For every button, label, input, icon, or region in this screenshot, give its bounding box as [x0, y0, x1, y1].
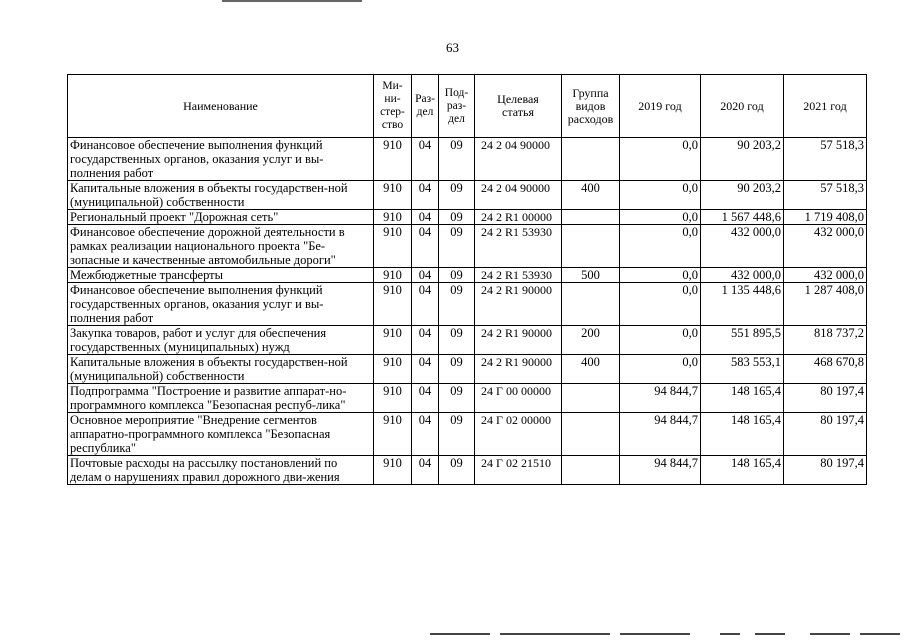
cell-target-item: 24 Г 02 00000: [475, 413, 562, 456]
table-row: [68, 413, 867, 456]
cell-subsection: 09: [439, 181, 475, 210]
cell-target-item: 24 2 R1 53930: [475, 225, 562, 268]
cell-target-item: 24 2 R1 90000: [475, 283, 562, 326]
col-header-subsection-line: раз-: [446, 99, 467, 112]
cell-expense-group: [562, 384, 620, 413]
cell-name: Основное мероприятие "Внедрение сегментов аппаратно-программного комплекса "Безопасная республика": [68, 413, 374, 456]
cell-2020: 432 000,0: [701, 225, 784, 268]
col-header-expense-group-line: расходов: [567, 111, 614, 126]
cell-target-item: 24 2 R1 53930: [475, 268, 562, 283]
table-row: [68, 384, 867, 413]
cell-target-item: 24 Г 02 21510: [475, 456, 562, 485]
cell-expense-group: 400: [562, 355, 620, 384]
col-header-ministry-line: стер-: [380, 106, 405, 118]
cell-section: 04: [412, 225, 439, 268]
cell-section: 04: [412, 210, 439, 225]
cell-2020: 1 135 448,6: [701, 283, 784, 326]
cell-2021: 80 197,4: [784, 456, 867, 485]
cell-subsection: 09: [439, 384, 475, 413]
cell-2020: 90 203,2: [701, 138, 784, 181]
cell-section: 04: [412, 181, 439, 210]
cell-subsection: 09: [439, 326, 475, 355]
cell-2019: 94 844,7: [620, 456, 701, 485]
col-header-ministry-line: ни-: [384, 93, 401, 105]
table-row: [68, 210, 867, 225]
cell-expense-group: 200: [562, 326, 620, 355]
col-header-target-item-line: статья: [502, 105, 534, 119]
cell-subsection: 09: [439, 268, 475, 283]
table-row: [68, 355, 867, 384]
cell-2019: 0,0: [620, 283, 701, 326]
cell-2019: 0,0: [620, 355, 701, 384]
col-header-section: [412, 75, 439, 138]
cell-ministry: 910: [374, 456, 412, 485]
cell-subsection: 09: [439, 355, 475, 384]
col-header-2021: 2021 год: [784, 75, 867, 138]
cell-subsection: 09: [439, 138, 475, 181]
cell-ministry: 910: [374, 413, 412, 456]
cell-section: 04: [412, 268, 439, 283]
cell-target-item: 24 Г 00 00000: [475, 384, 562, 413]
col-header-expense-group-line: Группа: [572, 85, 609, 100]
cell-2021: 468 670,8: [784, 355, 867, 384]
cell-2021: 432 000,0: [784, 225, 867, 268]
cell-expense-group: [562, 456, 620, 485]
table-row: [68, 283, 867, 326]
cell-section: 04: [412, 138, 439, 181]
cell-2019: 0,0: [620, 268, 701, 283]
cell-2019: 94 844,7: [620, 413, 701, 456]
cell-2020: 90 203,2: [701, 181, 784, 210]
table-row: [68, 268, 867, 283]
cell-2021: 57 518,3: [784, 181, 867, 210]
col-header-subsection-line: Под-: [444, 86, 469, 99]
cell-2021: 1 719 408,0: [784, 210, 867, 225]
cell-subsection: 09: [439, 413, 475, 456]
cell-2021: 432 000,0: [784, 268, 867, 283]
cell-ministry: 910: [374, 225, 412, 268]
cell-subsection: 09: [439, 283, 475, 326]
cell-name: Капитальные вложения в объекты государствен-ной (муниципальной) собственности: [68, 355, 374, 384]
cell-name: Закупка товаров, работ и услуг для обеспечения государственных (муниципальных) нужд: [68, 326, 374, 355]
cell-expense-group: [562, 283, 620, 326]
cell-subsection: 09: [439, 210, 475, 225]
cell-subsection: 09: [439, 456, 475, 485]
cell-section: 04: [412, 384, 439, 413]
cell-2020: 1 567 448,6: [701, 210, 784, 225]
cell-ministry: 910: [374, 210, 412, 225]
cell-2021: 80 197,4: [784, 413, 867, 456]
cell-name: Подпрограмма "Построение и развитие аппарат-но-программного комплекса "Безопасная респуб-лика": [68, 384, 374, 413]
cell-expense-group: [562, 138, 620, 181]
col-header-ministry-line: ство: [381, 119, 404, 131]
table-row: [68, 181, 867, 210]
col-header-name: Наименование: [68, 75, 374, 138]
cell-ministry: 910: [374, 283, 412, 326]
cell-2019: 0,0: [620, 181, 701, 210]
cell-section: 04: [412, 413, 439, 456]
cell-2020: 148 165,4: [701, 384, 784, 413]
col-header-target-item: [475, 75, 562, 138]
col-header-section-line: Раз-: [415, 93, 435, 105]
table-row: [68, 326, 867, 355]
table-row: [68, 456, 867, 485]
cell-target-item: 24 2 R1 00000: [475, 210, 562, 225]
cell-section: 04: [412, 456, 439, 485]
col-header-2020: 2020 год: [701, 75, 784, 138]
cell-name: Капитальные вложения в объекты государствен-ной (муниципальной) собственности: [68, 181, 374, 210]
col-header-expense-group-line: видов: [575, 98, 606, 113]
col-header-ministry: [374, 75, 412, 138]
cell-name: Финансовое обеспечение выполнения функций государственных органов, оказания услуг и вы-полнения работ: [68, 138, 374, 181]
cell-ministry: 910: [374, 326, 412, 355]
cell-2020: 148 165,4: [701, 413, 784, 456]
table-header-row: [68, 75, 867, 138]
cell-name: Межбюджетные трансферты: [68, 268, 374, 283]
cell-name: Финансовое обеспечение дорожной деятельности в рамках реализации национального проекта "Бе-зопасные и качественные автомобильные дороги": [68, 225, 374, 268]
col-header-target-item-line: Целевая: [497, 92, 539, 106]
scan-artifact-bottom: [430, 633, 905, 636]
table-row: [68, 138, 867, 181]
cell-expense-group: [562, 225, 620, 268]
cell-section: 04: [412, 283, 439, 326]
cell-expense-group: 400: [562, 181, 620, 210]
cell-2021: 80 197,4: [784, 384, 867, 413]
cell-2021: 818 737,2: [784, 326, 867, 355]
col-header-subsection-line: дел: [448, 112, 465, 125]
cell-name: Региональный проект "Дорожная сеть": [68, 210, 374, 225]
page-number: 63: [446, 40, 459, 55]
cell-target-item: 24 2 04 90000: [475, 138, 562, 181]
cell-name: Финансовое обеспечение выполнения функций государственных органов, оказания услуг и вы-полнения работ: [68, 283, 374, 326]
cell-ministry: 910: [374, 181, 412, 210]
cell-2019: 0,0: [620, 326, 701, 355]
cell-name: Почтовые расходы на рассылку постановлений по делам о нарушениях правил дорожного дви-жения: [68, 456, 374, 485]
scan-artifact-top: [222, 0, 362, 2]
budget-table: [67, 74, 867, 485]
cell-ministry: 910: [374, 355, 412, 384]
cell-target-item: 24 2 R1 90000: [475, 326, 562, 355]
cell-2019: 0,0: [620, 225, 701, 268]
cell-2019: 0,0: [620, 138, 701, 181]
col-header-section-line: дел: [416, 106, 434, 118]
cell-2019: 0,0: [620, 210, 701, 225]
cell-expense-group: [562, 210, 620, 225]
cell-2020: 583 553,1: [701, 355, 784, 384]
cell-2020: 551 895,5: [701, 326, 784, 355]
cell-ministry: 910: [374, 268, 412, 283]
cell-2020: 432 000,0: [701, 268, 784, 283]
col-header-2019: 2019 год: [620, 75, 701, 138]
col-header-subsection: [439, 75, 475, 138]
cell-section: 04: [412, 326, 439, 355]
cell-subsection: 09: [439, 225, 475, 268]
cell-2021: 57 518,3: [784, 138, 867, 181]
cell-expense-group: [562, 413, 620, 456]
cell-target-item: 24 2 04 90000: [475, 181, 562, 210]
cell-ministry: 910: [374, 138, 412, 181]
cell-expense-group: 500: [562, 268, 620, 283]
col-header-expense-group: [562, 75, 620, 138]
table-row: [68, 225, 867, 268]
col-header-ministry-line: Ми-: [382, 80, 403, 92]
cell-target-item: 24 2 R1 90000: [475, 355, 562, 384]
cell-2019: 94 844,7: [620, 384, 701, 413]
cell-2021: 1 287 408,0: [784, 283, 867, 326]
cell-section: 04: [412, 355, 439, 384]
cell-2020: 148 165,4: [701, 456, 784, 485]
cell-ministry: 910: [374, 384, 412, 413]
